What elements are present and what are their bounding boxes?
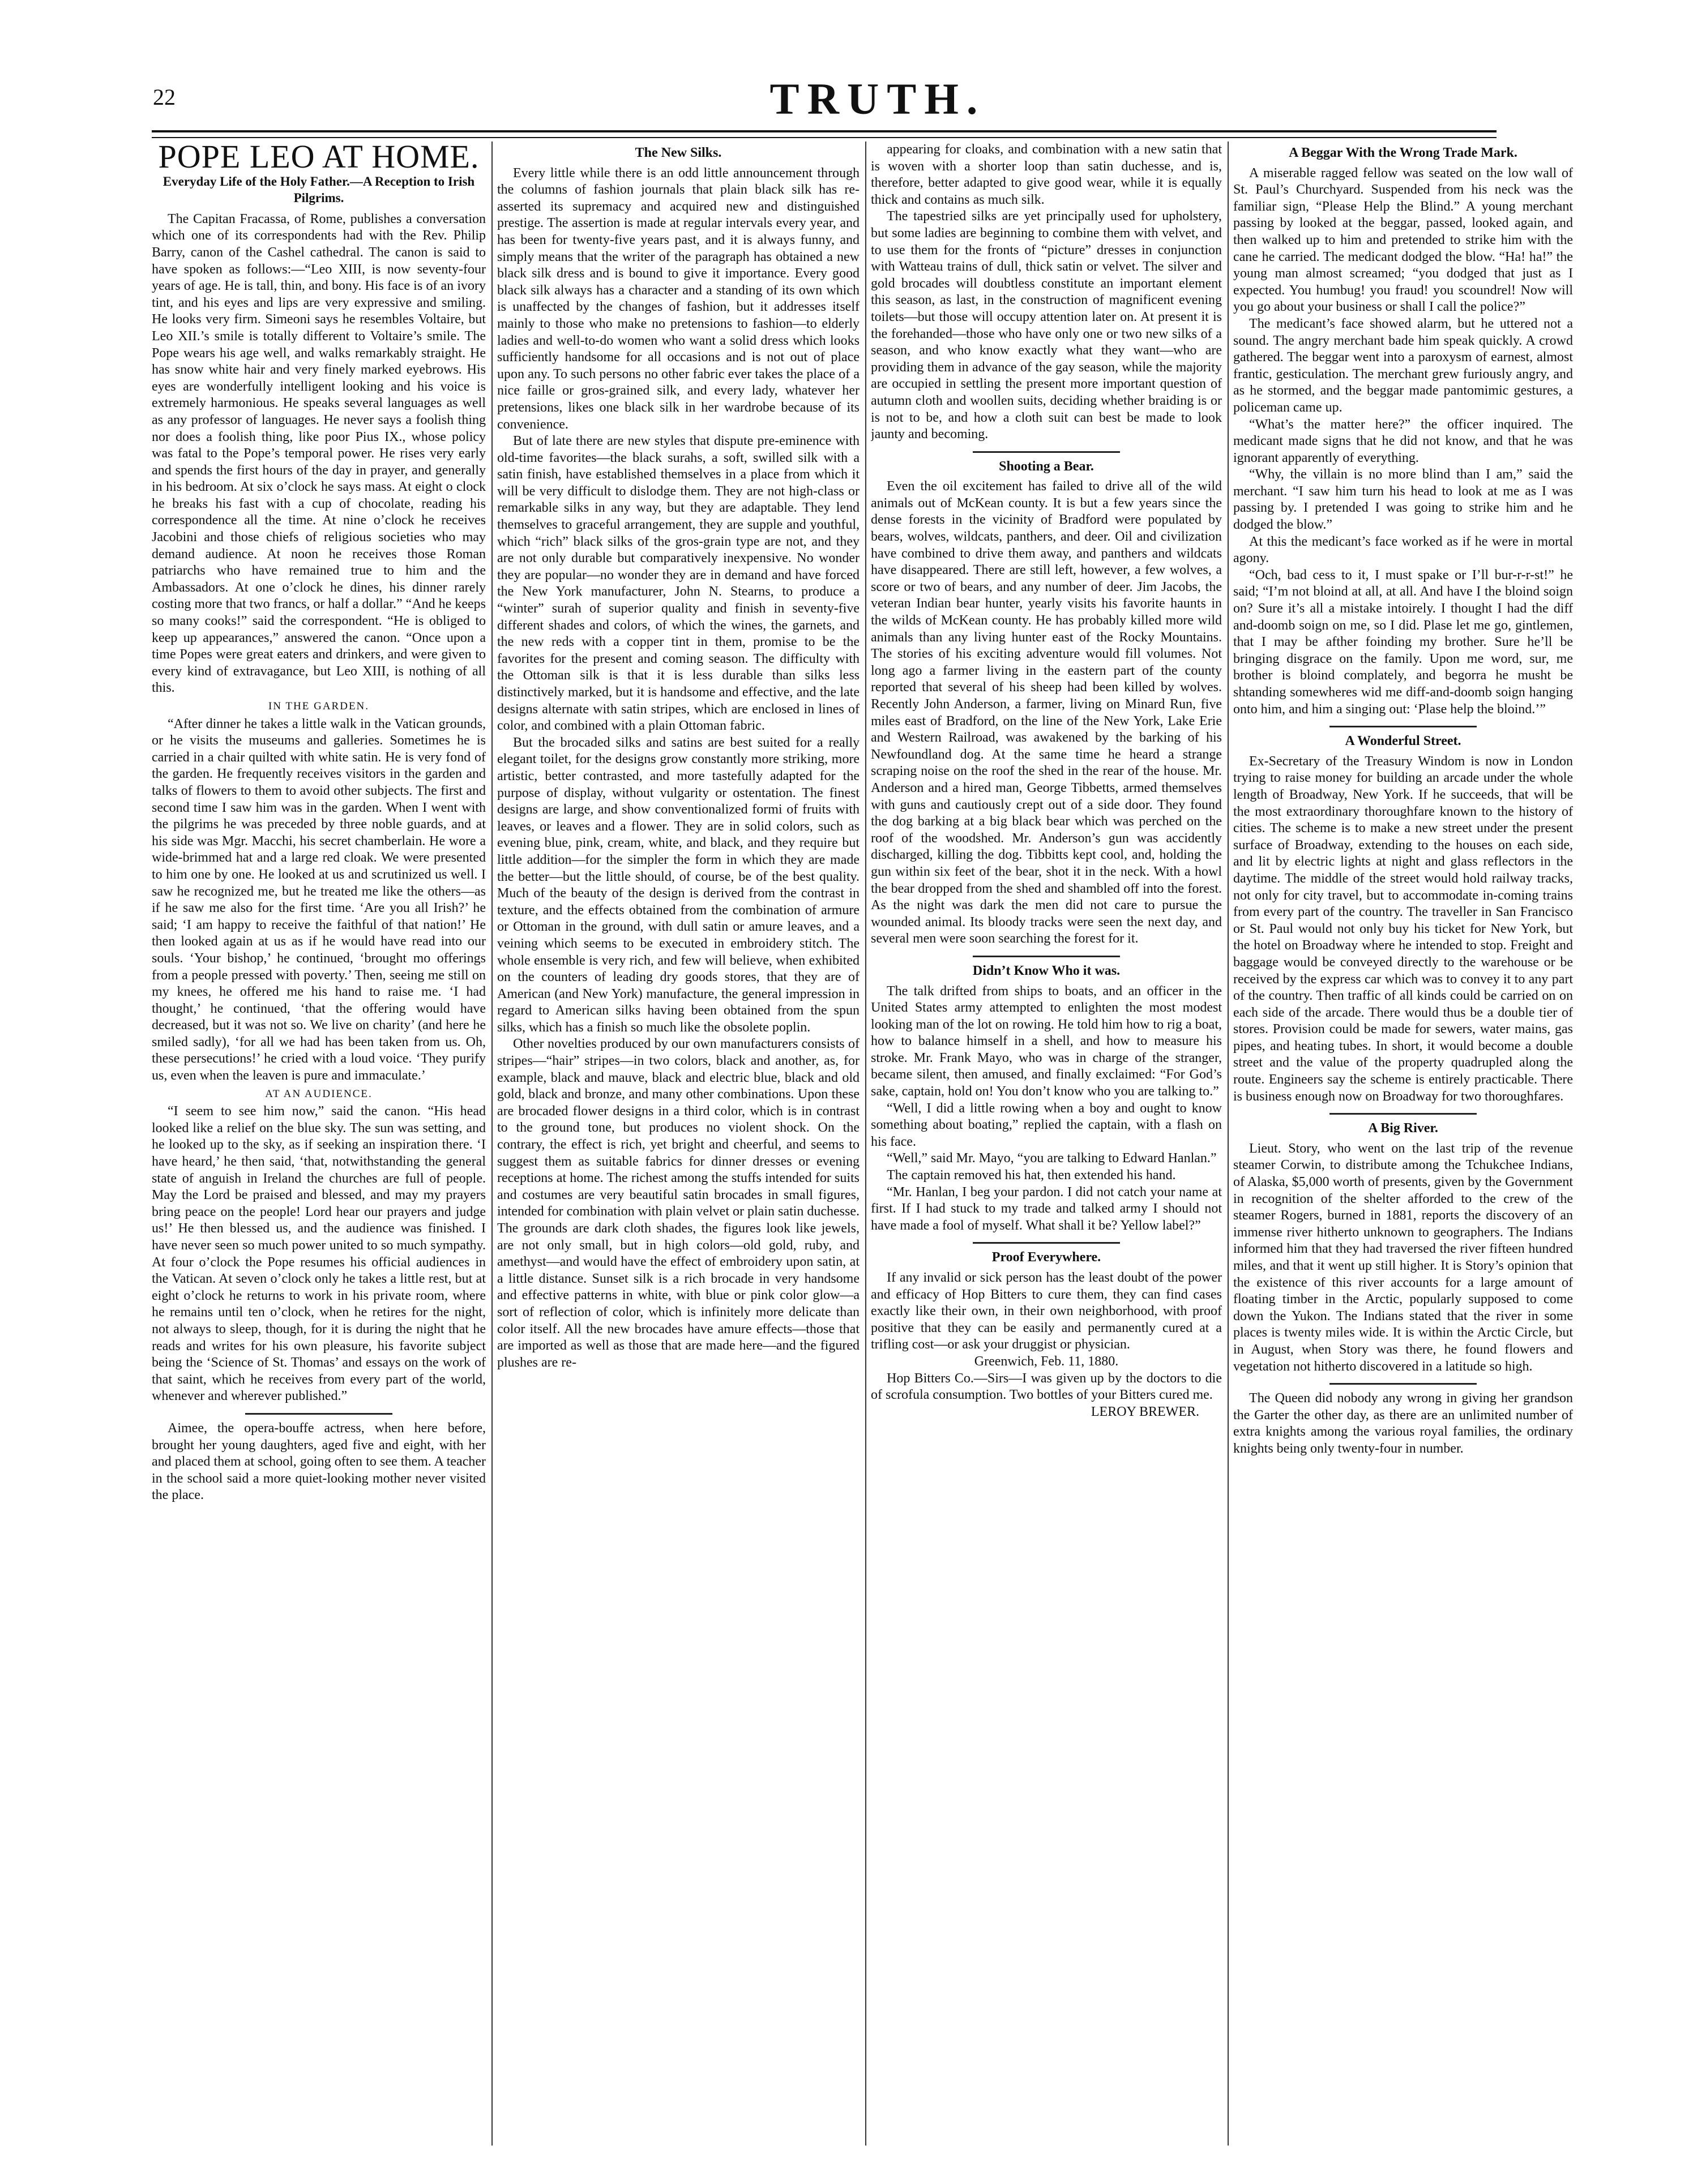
paragraph: Even the oil excitement has failed to drive all of the wild animals out of McKean county. It is but a few years since the dense forests in the vicinity of Bradford were populated by bears, wolves, wildcats, panthers, and deer. Oil and civilization have combined to drive them away, and panthers and wildcats have disappeared. There are still left, however, a few wolves, a score or two of bears, and any number of deer. Jim Jacobs, the veteran Indian bear hunter, yearly visits his favorite haunts in the wilds of McKean county. He has probably killed more wild animals than any living hunter east of the Rocky Mountains. The stories of his exciting adventure would fill volumes. Not long ago a farmer living in the eastern part of the county reported that several of his sheep had been killed by wolves. Recently John Anderson, a farmer, living on Minard Run, five miles east of Bradford, on the line of the New York, Lake Erie and Western Railroad, was awakened by the barking of his Newfoundland dog. At the same time he heard a strange scraping noise on the roof the shed in the rear of the house. Mr. Anderson and a hired man, George Tibbetts, armed themselves with guns and cautiously crept out of a side door. They found the dog barking at a big black bear which was perched on the roof of the woodshed. Mr. Anderson’s gun was accidently discharged, killing the dog. Tibbitts kept cool, and, holding the gun within six feet of the bear, shot it in the neck. With a howl the bear dropped from the shed and shambled off into the forest. As the night was dark the men did not care to pursue the wounded animal. Its bloody tracks were seen the next day, and several men were soon searching the forest for it. [871, 479, 1222, 947]
paragraph: The medicant’s face showed alarm, but he uttered not a sound. The angry merchant bade him speak quickly. A crowd gathered. The beggar went into a paroxysm of earnest, almost frantic, gesticulation. The merchant grew furiously angry, and as he stormed, and the beggar made pantomimic gestures, a policeman came up. [1233, 316, 1573, 415]
paragraph: The Capitan Fracassa, of Rome, publishes a conversation which one of its correspondents had with the Rev. Philip Barry, canon of the Cashel cathedral. The canon is said to have spoken as follows:—“Leo XIII, is now seventy-four years of age. He is tall, thin, and bony. His face is of an ivory tint, and his eyes and lips are very expressive and smiling. He looks very firm. Simeoni says he resembles Voltaire, but Leo XII.’s smile is totally different to Voltaire’s smile. The Pope wears his age well, and walks remarkably straight. He has snow white hair and very finely marked eyebrows. His eyes are wonderfully intelligent looking and his voice is extremely harmonious. He speaks several languages as well as any professor of languages. He never says a foolish thing nor does a foolish thing, like poor Pius IX., whose policy was fatal to the Pope’s temporal power. He rises very early and spends the first hours of the day in prayer, and generally in his bedroom. At six o’clock he says mass. At eight o clock he breaks his fast with a cup of chocolate, reading his correspondence all the time. At nine o’clock he receives Jacobini and those chiefs of religious societies who may demand audience. At noon he receives those Roman patriarchs who have remained true to him and the Ambassadors. At one o’clock he dines, his dinner rarely costing more that two francs, or half a dollar.” “And he keeps so many cooks!” said the correspondent. “He is obliged to keep up appearances,” answered the canon. “Once upon a time Popes were great eaters and drinkers, and were given to every kind of extravagance, but Leo XIII, is nothing of all this. [152, 211, 486, 696]
paragraph: But the brocaded silks and satins are best suited for a really elegant toilet, for the designs grow constantly more striking, more artistic, better contrasted, and more tastefully adapted for the purpose of display, without vulgarity or ostentation. The finest designs are large, and show conventionalized formi of fruits with leaves, or leaves and a flower. They are in solid colors, such as evening blue, pink, cream, white, and black, and they require but little addition—for the simpler the form in which they are made the better—but the little should, of course, be of the best quality. Much of the beauty of the design is derived from the contrast in texture, and the effects obtained from the combination of armure or Ottoman in the ground, with dull satin or amure leaves, and a veining which seems to be executed in embroidery stitch. The whole ensemble is very rich, and few will believe, when exhibited on the counters of leading dry goods stores, that they are of American (and New York) manufacture, the general impression in regard to American silks having been obtained from the spun silks, which has a finish so much like the obsolete poplin. [497, 735, 860, 1035]
separator [973, 451, 1120, 453]
paragraph: “What’s the matter here?” the officer inquired. The medicant made signs that he did not know, and that he was ignorant apparently of everything. [1233, 417, 1573, 465]
paragraph: “Mr. Hanlan, I beg your pardon. I did not catch your name at first. If I had stuck to my trade and talked army I should not have made a fool of myself. What shall it be? Yellow label?” [871, 1184, 1222, 1233]
column-divider [491, 142, 493, 2146]
paragraph: Every little while there is an odd little announcement through the columns of fashion journals that plain black silk has re-asserted its supremacy and acquired new and distinguished prestige. The assertion is made at regular intervals every year, and has been for twenty-five years past, and it is always funny, and simply means that the writer of the paragraph has obtained a new black silk dress and is bound to give it importance. Every good black silk always has a character and a standing of its own which is unaffected by the changes of fashion, but it addresses itself mainly to those who make no pretensions to fashion—to elderly ladies and well-to-do women who want a solid dress which looks sufficiently handsome for all occasions and is not out of place upon any. To such persons no other fabric ever takes the place of a nice faille or gros-grained silk, and every lady, whatever her pretensions, likes one black silk in her wardrobe because of its convenience. [497, 165, 860, 432]
paragraph: At this the medicant’s face worked as if he were in mortal agony. [1233, 534, 1573, 566]
paragraph: A miserable ragged fellow was seated on the low wall of St. Paul’s Churchyard. Suspended from his neck was the familiar sign, “Please Help the Blind.” A young merchant passing by looked at the beggar, passed, looked again, and then walked up to him and pretended to strike him with the cane he carried. The medicant dodged the blow. “Ha! ha!” the young man almost screamed; “you dodged that just as I expected. You humbug! you fraud! you scoundrel! Now will you go about your business or shall I call the police?” [1233, 165, 1573, 315]
masthead: TRUTH. [769, 74, 986, 123]
article-heading-didnt-know: Didn’t Know Who it was. [972, 963, 1121, 978]
article-heading-shooting-bear: Shooting a Bear. [999, 459, 1094, 474]
article-title-pope-leo: POPE LEO AT HOME. [158, 142, 480, 175]
paragraph: The captain removed his hat, then extended his hand. [887, 1168, 1176, 1183]
separator [973, 1242, 1120, 1244]
separator [245, 1413, 392, 1415]
paragraph: “I seem to see him now,” said the canon. “His head looked like a relief on the blue sky. The sun was setting, and he looked up to the sky, as if seeking an inspiration there. ‘I have heard,’ he then said, ‘that, notwithstanding the general state of anguish in Ireland the churches are full of people. May the Lord be praised and blessed, and may my prayers bring peace on the people! Lord hear our prayers and judge us!’ He then blessed us, and the audience was finished. I have never seen so much power united to so much sympathy. At four o’clock the Pope resumes his official audiences in the Vatican. At seven o’clock only he takes a little rest, but at eight o’clock he returns to work in his private room, where he remains until ten o’clock, when he retires for the night, not always to sleep, though, for it is during the night that he reads and writes for his own pleasure, his favorite subject being the ‘Science of St. Thomas’ and essays on the work of that saint, which he receives from every part of the world, whenever and wherever published.” [152, 1104, 486, 1404]
article-heading-beggar: A Beggar With the Wrong Trade Mark. [1289, 145, 1517, 160]
column-4 [1233, 142, 1573, 2157]
paragraph: Hop Bitters Co.—Sirs—I was given up by the doctors to die of scrofula consumption. Two bottles of your Bitters cured me. [871, 1371, 1222, 1403]
section-heading-audience: AT AN AUDIENCE. [265, 1087, 373, 1100]
article-subtitle: Everyday Life of the Holy Father.—A Reception to Irish Pilgrims. [163, 174, 475, 205]
paragraph: “Och, bad cess to it, I must spake or I’ll bur-r-r-st!” he said; “I’m not bloind at all, at all. And have I the bloind soign on? Sure it’s all a mistake intoirely. I thought I had the diff and-doomb soign on me, so I did. Plase let me go, gintlemen, that I may be afther foinding my brother. Sure he’ll be bringing disgrace on the family. Upon me word, sur, me brother is bloind complately, and begorra he musht be shtanding somewheres wid me diff-and-doomb soign hanging onto him, and him a singing out: ‘Plase help the bloind.’” [1233, 567, 1573, 717]
separator [1329, 1113, 1477, 1115]
paragraph: “Why, the villain is no more blind than I am,” said the merchant. “I saw him turn his head to look at me as I was passing by. I pretended I was going to strike him and he dodged the blow.” [1233, 467, 1573, 533]
paragraph: appearing for cloaks, and combination with a new satin that is woven with a shorter loop than satin duchesse, and is, therefore, better adapted to give good wear, while it is equally thick and contains as much silk. [871, 142, 1222, 207]
paragraph: The Queen did nobody any wrong in giving her grandson the Garter the other day, as there are an unlimited number of extra knights among the various royal families, the ordinary knights being only twenty-four in number. [1233, 1391, 1573, 1456]
signature: LEROY BREWER. [1091, 1404, 1199, 1419]
top-rule [152, 130, 1497, 132]
top-rule-thin [152, 137, 1497, 138]
paragraph: “After dinner he takes a little walk in the Vatican grounds, or he visits the museums and galleries. Sometimes he is carried in a chair quilted with white satin. He is very fond of the garden. He frequently receives visitors in the garden and talks of flowers to them to avoid other subjects. The first and second time I saw him was in the garden. When I went with the pilgrims he was preceded by three noble guards, and at his side was Mgr. Macchi, his secret chamberlain. He wore a wide-brimmed hat and a large red cloak. We were presented to him one by one. He looked at us and scrutinized us well. I saw he recognized me, but he treated me like the others—as if he saw me also for the first time. ‘Are you all Irish?’ he said; ‘I am happy to receive the faithful of that nation!’ He then looked again at us as if he would have read into our souls. ‘Your bishop,’ he continued, ‘brought mo offerings from a people pressed with poverty.’ Then, seeing me still on my knees, he offered me his hand to raise me. ‘I had thought,’ he continued, ‘that the offering would have decreased, but it was not so. We live on charity’ (and here he smiled sadly), ‘for all we had has been taken from us. Oh, these persecutions!’ he cried with a loud voice. ‘They purify us, even when the leaven is pure and immaculate.’ [152, 716, 486, 1084]
column-3 [871, 142, 1222, 2157]
paragraph: “Well,” said Mr. Mayo, “you are talking to Edward Hanlan.” [887, 1151, 1217, 1166]
column-1 [152, 142, 486, 2157]
page-number: 22 [153, 84, 176, 110]
separator [1329, 1383, 1477, 1385]
paragraph: The tapestried silks are yet principally used for upholstery, but some ladies are beginning to combine them with velvet, and to use them for the fronts of “picture” dresses in conjunction with Watteau trains of dull, thick satin or velvet. The silver and gold brocades will doubtless constitute an important element this season, as last, in the construction of magnificent evening toilets—but those will occupy attention later on. At present it is the forehanded—those who have only one or two new silks of a season, and who know exactly what they want—who are providing them in advance of the gay season, while the majority are occupied in settling the present more important question of autumn cloth and woollen suits, deciding whether braiding is or is not to be, and how a cloth suit can best be made to look jaunty and becoming. [871, 209, 1222, 442]
paragraph: “Well, I did a little rowing when a boy and ought to know something about boating,” replied the captain, with a flash on his face. [871, 1100, 1222, 1149]
paragraph: Lieut. Story, who went on the last trip of the revenue steamer Corwin, to distribute among the Tchukchee Indians, of Alaska, $5,000 worth of presents, given by the Government in recognition of the shelter afforded to the crew of the steamer Rogers, burned in 1881, reports the discovery of an immense river hitherto unknown to geographers. The Indians informed him that they had traversed the river fifteen hundred miles, and that it went up still higher. It is Story’s opinion that the existence of this river accounts for a large amount of floating timber in the Arctic, popularly supposed to come down the Yukon. The Indians stated that the river in some places is twenty miles wide. It is within the Arctic Circle, but in August, when Story was there, he found flowers and vegetation not hitherto discovered in a latitude so high. [1233, 1141, 1573, 1374]
column-divider [1228, 142, 1229, 2146]
paragraph: Aimee, the opera-bouffe actress, when here before, brought her young daughters, aged five and eight, with her and placed them at school, going often to see them. A teacher in the school said a more quiet-looking mother never visited the place. [152, 1420, 486, 1503]
article-heading-new-silks: The New Silks. [635, 145, 722, 160]
separator [973, 956, 1120, 957]
paragraph: The talk drifted from ships to boats, and an officer in the United States army attempted to enlighten the most modest looking man of the lot on rowing. He told him how to rig a boat, how to balance himself in a shell, and how to measure his stroke. Mr. Frank Mayo, who was in charge of the stranger, became silent, then amused, and finally exclaimed: “For God’s sake, captain, hold on! You don’t know who you are talking to.” [871, 983, 1222, 1099]
column-2 [497, 142, 860, 2157]
section-heading-garden: IN THE GARDEN. [268, 700, 370, 712]
paragraph: Ex-Secretary of the Treasury Windom is now in London trying to raise money for building an arcade under the whole length of Broadway, New York. If he succeeds, that will be the most extraordinary thoroughfare known to the history of cities. The scheme is to make a new street under the present surface of Broadway, extending to the houses on each side, and lit by electric lights at night and glass reflectors in the daytime. The middle of the street would hold railway tracks, not only for city travel, but to accommodate in-coming trains from every part of the country. The traveller in San Francisco or St. Paul would not only buy his ticket for New York, but the hotel on Broadway where he intended to stop. Freight and baggage would be conveyed directly to the warehouse or be received by the express car which was to convey it to any part of the country. Then traffic of all kinds could be carried on on each side of the arcade. There would thus be a double tier of stores. Provision could be made for sewers, water mains, gas pipes, and heating tubes. In short, it would become a double street and the value of the property quadrupled along the route. Engineers say the scheme is entirely practicable. There is business enough now on Broadway for two thoroughfares. [1233, 753, 1573, 1104]
article-heading-big-river: A Big River. [1368, 1121, 1438, 1136]
column-divider [865, 142, 866, 2146]
separator [1329, 726, 1477, 727]
paragraph: If any invalid or sick person has the least doubt of the power and efficacy of Hop Bitters to cure them, they can find cases exactly like their own, in their own neighborhood, with proof positive that they can be easily and permanently cured at a trifling cost—or ask your druggist or physician. [871, 1270, 1222, 1352]
dateline: Greenwich, Feb. 11, 1880. [974, 1354, 1119, 1369]
paragraph: But of late there are new styles that dispute pre-eminence with old-time favorites—the black surahs, a soft, swilled silk with a satin finish, have established themselves in a place from which it will be very difficult to dislodge them. They are not high-class or remarkable silks in any way, but they are adaptable. They lend themselves to graceful arrangement, they are supple and youthful, which “rich” black silks of the gros-grain type are not, and they are not only durable but comparatively inexpensive. No wonder they are popular—no wonder they are in demand and have forced the New York manufacturer, John N. Stearns, to produce a “winter” surah of superior quality and finish in seventy-five different shades and colors, of which the wines, the garnets, and the new reds with a copper tint in them, promise to be the favorites for the present and coming season. The difficulty with the Ottoman silk is that it is less durable than silks less distinctively marked, but it is handsome and effective, and the late designs alternate with satin stripes, which are enclosed in lines of color, and combined with a plain Ottoman fabric. [497, 434, 860, 734]
article-heading-wonderful-street: A Wonderful Street. [1345, 734, 1461, 749]
article-heading-proof: Proof Everywhere. [991, 1250, 1101, 1265]
paragraph: Other novelties produced by our own manufacturers consists of stripes—“hair” stripes—in two colors, black and another, as, for example, black and mauve, black and electric blue, black and old gold, black and bronze, and many other combinations. Upon these are brocaded flower designs in a third color, which is in contrast to the ground tone, but produces no violent shock. On the contrary, the effect is rich, yet bright and cheerful, and seems to suggest them as suitable fabrics for dinner dresses or evening receptions at home. The richest among the stuffs intended for suits and costumes are very beautiful satin brocades in small figures, intended for combination with plain velvet or plain satin duchesse. The grounds are dark cloth shades, the figures look like jewels, are not only small, but in high colors—old gold, ruby, and amethyst—and would have the effect of embroidery upon satin, at a little distance. Sunset silk is a rich brocade in very handsome and effective patterns in white, with blue or pink color glow—a sort of reflection of color, which is infinitely more delicate than color itself. All the new brocades have amure effects—those that are imported as well as those that are made here—and the figured plushes are re- [497, 1037, 860, 1370]
